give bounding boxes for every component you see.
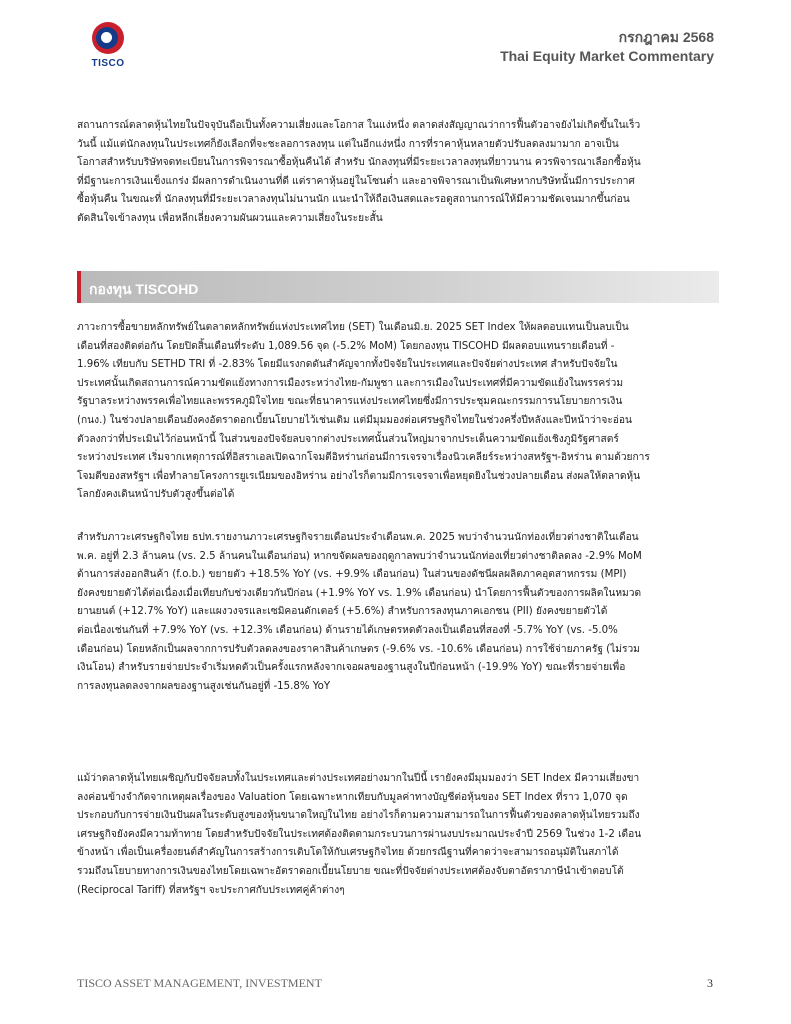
economy-line: พ.ค. อยู่ที่ 2.3 ล้านคน (vs. 2.5 ล้านคนในเดือนก่อน) หากขจัดผลของฤดูกาลพบว่าจำนวนนักท่องเที่ยวต่างชาติลดลง -2.9% MoM <box>77 550 642 562</box>
fund-line: (กนง.) ในช่วงปลายเดือนยังคงอัตราดอกเบี้ยนโยบายไว้เช่นเดิม แต่มีมุมมองต่อเศรษฐกิจไทยในช่วงครึ่งปีหลังและปีหน้าว่าจะอ่อน <box>77 414 632 426</box>
footer-company: TISCO ASSET MANAGEMENT, INVESTMENT <box>77 976 322 990</box>
fund-line: โลกยังคงเดินหน้าปรับตัวสูงขึ้นต่อได้ <box>77 489 235 501</box>
intro-line: ตัดสินใจเข้าลงทุน เพื่อหลีกเลี่ยงความผันผวนและความเสี่ยงในระยะสั้น <box>77 212 383 224</box>
section-header-bar <box>77 271 719 303</box>
tisco-logo-text: TISCO <box>91 58 125 69</box>
outlook-line: แม้ว่าตลาดหุ้นไทยเผชิญกับปัจจัยลบทั้งในประเทศและต่างประเทศอย่างมากในปีนี้ เรายังคงมีมุมมองว่า SET Index มีความเสี่ยงขา <box>77 773 640 784</box>
intro-line: ที่มีฐานะการเงินแข็งแกร่ง มีผลการดำเนินงานที่ดี แต่ราคาหุ้นอยู่ในโซนต่ำ และอาจพิจารณาเป็นพิเศษหากบริษัทนั้นมีการประกาศ <box>77 175 635 187</box>
economy-line: ยานยนต์ (+12.7% YoY) และแผงวงจรและเซมิคอนดักเตอร์ (+5.6%) สำหรับการลงทุนภาคเอกชน (PII) ยังคงขยายตัวได้ <box>77 606 608 618</box>
fund-line: ตัวลงกว่าที่ประเมินไว้ก่อนหน้านี้ ในส่วนของปัจจัยลบจากต่างประเทศนั้นส่วนใหญ่มาจากประเด็นความขัดแย้งเชิงภูมิรัฐศาสตร์ <box>77 433 619 445</box>
intro-line: ซื้อหุ้นคืน ในขณะที่ นักลงทุนที่มีระยะเวลาลงทุนไม่นานนัก แนะนำให้ถือเงินสดและรอดูสถานการณ์ให้มีความชัดเจนมากขึ้นก่อน <box>77 194 630 206</box>
economy-line: การลงทุนลดลงจากผลของฐานสูงเช่นกันอยู่ที่ -15.8% YoY <box>77 680 331 692</box>
fund-line: รัฐบาลระหว่างพรรคเพื่อไทยและพรรคภูมิใจไทย ขณะที่ธนาคารแห่งประเทศไทยซึ่งมีการประชุมคณะกรรมการนโยบายการเงิน <box>77 396 623 408</box>
outlook-line: ประกอบกับการจ่ายเงินปันผลในระดับสูงของหุ้นขนาดใหญ่ในไทย อย่างไรก็ตามความสามารถในการฟื้นตัวของตลาดหุ้นไทยรวมถึง <box>77 810 640 822</box>
outlook-line: ลงค่อนข้างจำกัดจากเหตุผลเรื่องของ Valuation โดยเฉพาะหากเทียบกับมูลค่าทางบัญชีต่อหุ้นของ SET Index ที่ราว 1,070 จุด <box>77 791 628 803</box>
economy-line: เดือนก่อน) โดยหลักเป็นผลจากการปรับตัวลดลงของราคาสินค้าเกษตร (-9.6% vs. -10.6% เดือนก่อน) การใช้จ่ายภาครัฐ (ไม่รวม <box>77 643 640 655</box>
outlook-line: ข้างหน้า เพื่อเป็นเครื่องยนต์สำคัญในการสร้างการเติบโตให้กับเศรษฐกิจไทย ด้วยกรณีฐานที่คาดว่าจะสามารถอนุมัติในสภาได้ <box>77 847 619 859</box>
outlook-line: เศรษฐกิจยังคงมีความท้าทาย โดยสำหรับปัจจัยในประเทศต้องติดตามกระบวนการผ่านงบประมาณประจำปี 2569 ในช่วง 1-2 เดือน <box>77 828 642 840</box>
intro-line: วันนี้ แม้แต่นักลงทุนในประเทศก็ยังเลือกที่จะชะลอการลงทุน แต่ในอีกแง่หนึ่ง การที่ราคาหุ้นหลายตัวปรับลดลงมามาก อาจเป็น <box>77 138 619 150</box>
tisco-logo-mark-icon <box>92 22 124 54</box>
fund-line: เดือนที่สองติดต่อกัน โดยปิดสิ้นเดือนที่ระดับ 1,089.56 จุด (-5.2% MoM) โดยกองทุน TISCOHD มีผลตอบแทนรายเดือนที่ - <box>77 340 615 352</box>
intro-line: โอกาสสำหรับบริษัทจดทะเบียนในการพิจารณาซื้อหุ้นคืนได้ สำหรับ นักลงทุนที่มีระยะเวลาลงทุนที่ยาวนาน ควรพิจารณาเลือกซื้อหุ้น <box>77 157 641 169</box>
outlook-line: (Reciprocal Tariff) ที่สหรัฐฯ จะประกาศกับประเทศคู่ค้าต่างๆ <box>77 884 345 896</box>
fund-line: ระหว่างประเทศ เริ่มจากเหตุการณ์ที่อิสราเอลเปิดฉากโจมตีอิหร่านก่อนมีการเจรจาเรื่องนิวเคลียร์ระหว่างสหรัฐฯ-อิหร่าน ตามด้วยการ <box>77 452 650 464</box>
header-title: Thai Equity Market Commentary <box>500 48 714 64</box>
fund-paragraph <box>77 319 717 505</box>
fund-line: โจมตีของสหรัฐฯ เพื่อทำลายโครงการยูเรเนียมของอิหร่าน อย่างไรก็ตามมีการเจรจาเพื่อหยุดยิงในช่วงปลายเดือน ส่งผลให้ตลาดหุ้น <box>77 470 641 482</box>
header-date: กรกฎาคม 2568 <box>618 29 714 45</box>
economy-line: ต่อเนื่องเช่นกันที่ +7.9% YoY (vs. +12.3% เดือนก่อน) ด้านรายได้เกษตรหดตัวลงเป็นเดือนที่สองที่ -5.7% YoY (vs. -5.0% <box>77 624 618 636</box>
economy-paragraph <box>77 529 717 696</box>
fund-line: ประเทศนั้นเกิดสถานการณ์ความขัดแย้งทางการเมืองระหว่างไทย-กัมพูชา และการเมืองในประเทศที่มีความขัดแย้งในพรรคร่วม <box>77 377 624 389</box>
intro-paragraph <box>77 117 717 229</box>
outlook-paragraph <box>77 770 717 900</box>
section-title: กองทุน TISCOHD <box>89 281 199 297</box>
outlook-line: รวมถึงนโยบายทางการเงินของไทยโดยเฉพาะอัตราดอกเบี้ยนโยบาย ขณะที่ปัจจัยต่างประเทศต้องจับตาอัตราภาษีนำเข้าตอบโต้ <box>77 865 624 877</box>
intro-line: สถานการณ์ตลาดหุ้นไทยในปัจจุบันถือเป็นทั้งความเสี่ยงและโอกาส ในแง่หนึ่ง ตลาดส่งสัญญาณว่าการฟื้นตัวอาจยังไม่เกิดขึ้นในเร็ว <box>77 120 641 131</box>
page-number: 3 <box>707 976 713 990</box>
tisco-logo <box>88 20 128 80</box>
fund-line: ภาวะการซื้อขายหลักทรัพย์ในตลาดหลักทรัพย์แห่งประเทศไทย (SET) ในเดือนมิ.ย. 2025 SET Index ให้ผลตอบแทนเป็นลบเป็น <box>77 322 629 333</box>
economy-line: ยังคงขยายตัวได้ต่อเนื่องเมื่อเทียบกับช่วงเดียวกันปีก่อน (+1.9% YoY vs. 1.9% เดือนก่อน) นำโดยการฟื้นตัวของการผลิตในหมวด <box>77 587 642 599</box>
economy-line: สำหรับภาวะเศรษฐกิจไทย ธปท.รายงานภาวะเศรษฐกิจรายเดือนประจำเดือนพ.ค. 2025 พบว่าจำนวนนักท่องเที่ยวต่างชาติในเดือน <box>77 532 639 543</box>
section-accent-mark <box>77 271 81 303</box>
fund-line: 1.96% เทียบกับ SETHD TRI ที่ -2.83% โดยมีแรงกดดันสำคัญจากทั้งปัจจัยในประเทศและปัจจัยต่างประเทศ สำหรับปัจจัยใน <box>77 359 618 371</box>
economy-line: เงินโอน) สำหรับรายจ่ายประจำเริ่มหดตัวเป็นครั้งแรกหลังจากเจอผลของฐานสูงในปีก่อนหน้า (-19.9% YoY) ขณะที่รายจ่ายเพื่อ <box>77 662 626 674</box>
economy-line: ด้านการส่งออกสินค้า (f.o.b.) ขยายตัว +18.5% YoY (vs. +9.9% เดือนก่อน) ในส่วนของดัชนีผลผลิตภาคอุตสาหกรรม (MPI) <box>77 569 627 581</box>
